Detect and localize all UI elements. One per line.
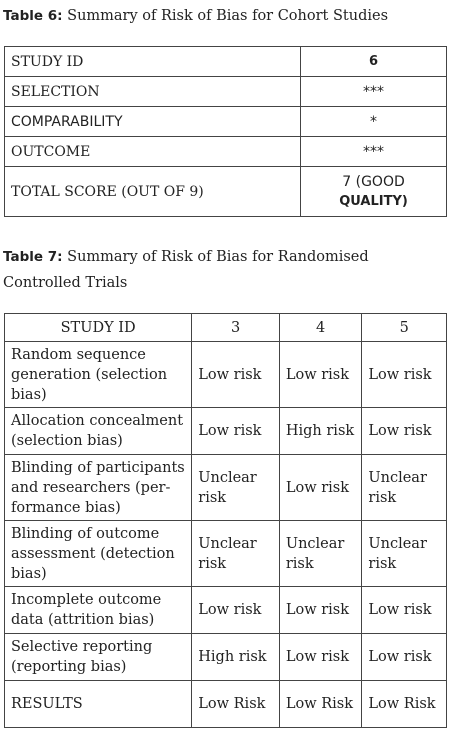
risk-cell: Low risk (279, 455, 362, 521)
row-value: *** (301, 137, 447, 167)
risk-cell: High risk (279, 408, 362, 455)
bias-domain-line: Incomplete outcome (11, 592, 162, 608)
table-row (5, 521, 447, 587)
risk-cell: Low Risk (192, 681, 280, 728)
risk-cell: Low risk (362, 408, 447, 455)
bias-domain (5, 521, 192, 587)
risk-cell: Low risk (192, 342, 280, 408)
bias-domain-line: formance bias) (11, 499, 121, 516)
bias-domain-line: bias) (11, 386, 47, 403)
risk-cell: Low Risk (279, 681, 362, 728)
risk-cell: High risk (192, 634, 280, 681)
bias-domain (5, 455, 192, 521)
risk-cell: Unclear risk (362, 521, 447, 587)
bias-domain-line: Selective reporting (11, 639, 153, 655)
column-header: 5 (362, 314, 447, 342)
risk-cell: Unclear risk (362, 455, 447, 521)
risk-cell: Unclear risk (192, 455, 280, 521)
total-score-line: 7 (GOOD (342, 173, 405, 190)
bias-domain-line: bias) (11, 565, 47, 582)
header-row (5, 314, 447, 342)
bias-domain (5, 681, 192, 728)
table-row (5, 408, 447, 455)
bias-domain-line: generation (selection (11, 366, 168, 383)
table-row (5, 137, 447, 167)
bias-domain-line: RESULTS (11, 696, 83, 712)
table-row (5, 107, 447, 137)
table-6-label: Table 6: (3, 8, 63, 24)
row-value: *** (301, 77, 447, 107)
row-label: OUTCOME (5, 137, 301, 167)
table-row (5, 77, 447, 107)
column-header: 3 (192, 314, 280, 342)
table-7-caption (3, 244, 443, 296)
risk-cell: Low risk (279, 587, 362, 634)
bias-domain-line: (selection bias) (11, 433, 123, 449)
table-row (5, 634, 447, 681)
risk-cell: Low risk (362, 587, 447, 634)
table-row (5, 681, 447, 728)
table-row (5, 455, 447, 521)
rct-risk-table (4, 313, 447, 728)
table-6-caption (3, 3, 443, 29)
risk-cell: Low risk (362, 342, 447, 408)
risk-cell: Low risk (279, 634, 362, 681)
column-header: 4 (279, 314, 362, 342)
row-label: STUDY ID (5, 47, 301, 77)
column-header: STUDY ID (5, 314, 192, 342)
table-row (5, 47, 447, 77)
bias-domain-line: and researchers (per- (11, 479, 171, 496)
risk-cell: Unclear risk (192, 521, 280, 587)
table-7-title-line1: Summary of Risk of Bias for Randomised (67, 249, 369, 265)
bias-domain-line: Blinding of outcome (11, 525, 160, 542)
bias-domain-line: (reporting bias) (11, 659, 127, 675)
bias-domain-line: Blinding of participants (11, 459, 185, 476)
risk-cell: Low risk (192, 408, 280, 455)
risk-cell: Low Risk (362, 681, 447, 728)
row-value (301, 167, 447, 217)
quality-line: QUALITY) (339, 193, 408, 209)
bias-domain (5, 587, 192, 634)
cohort-risk-table (4, 46, 447, 217)
table-row (5, 342, 447, 408)
bias-domain (5, 408, 192, 455)
bias-domain (5, 634, 192, 681)
table-7-label: Table 7: (3, 249, 63, 265)
table-6-title: Summary of Risk of Bias for Cohort Studies (67, 8, 389, 24)
row-value: * (301, 107, 447, 137)
table-row (5, 167, 447, 217)
row-value: 6 (301, 47, 447, 77)
bias-domain-line: Random sequence (11, 346, 146, 363)
risk-cell: Low risk (192, 587, 280, 634)
row-label: TOTAL SCORE (OUT OF 9) (5, 167, 301, 217)
table-body (5, 342, 447, 728)
table-row (5, 587, 447, 634)
table-7-title-line2: Controlled Trials (3, 275, 128, 291)
bias-domain-line: data (attrition bias) (11, 612, 155, 628)
row-label: COMPARABILITY (5, 107, 301, 137)
row-label: SELECTION (5, 77, 301, 107)
risk-cell: Low risk (362, 634, 447, 681)
bias-domain-line: Allocation concealment (11, 413, 184, 429)
risk-cell: Low risk (279, 342, 362, 408)
risk-cell: Unclear risk (279, 521, 362, 587)
bias-domain-line: assessment (detection (11, 545, 175, 562)
bias-domain (5, 342, 192, 408)
